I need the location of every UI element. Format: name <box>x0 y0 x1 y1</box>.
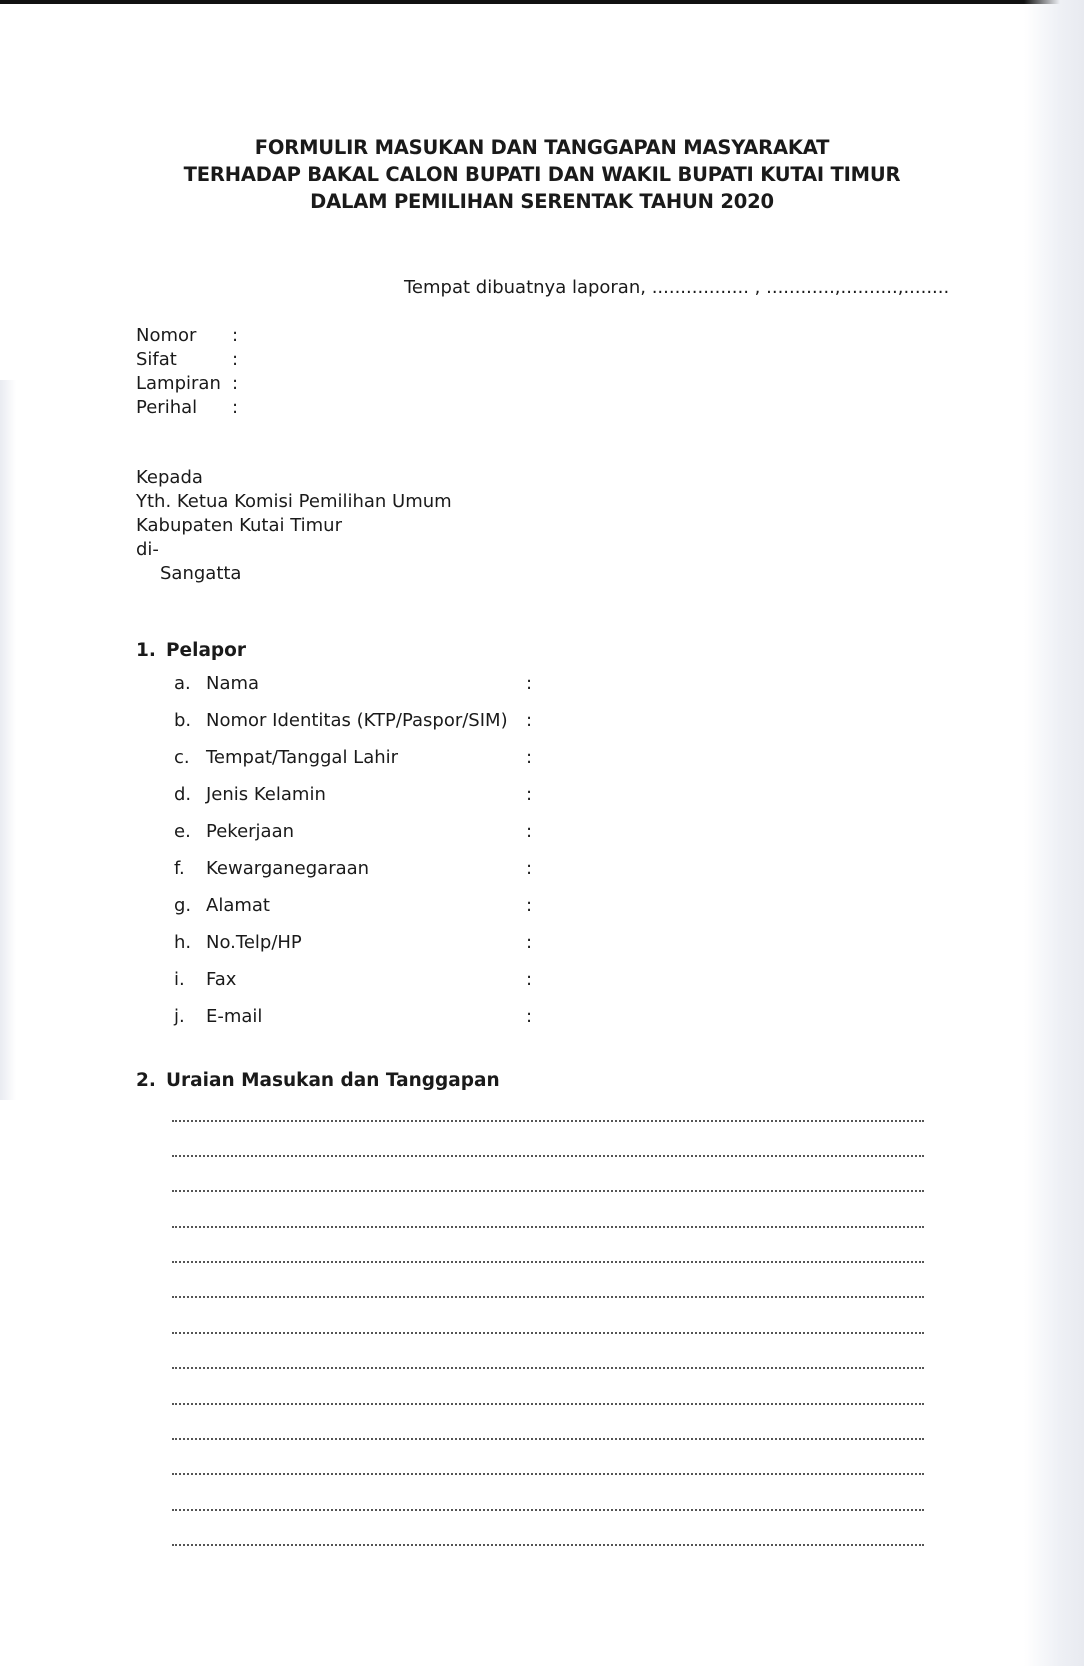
field-nomor-identitas <box>174 710 544 731</box>
field-letter: h. <box>174 932 192 953</box>
scan-left-shadow <box>0 380 16 1100</box>
field-letter: b. <box>174 710 192 731</box>
meta-row-nomor <box>136 325 238 346</box>
meta-row-perihal <box>136 397 238 418</box>
fill-in-line <box>172 1367 924 1369</box>
field-colon: : <box>526 673 533 694</box>
field-colon: : <box>526 784 533 805</box>
title-line-3: DALAM PEMILIHAN SERENTAK TAHUN 2020 <box>310 190 774 213</box>
scan-top-edge <box>0 0 1084 4</box>
meta-label: Lampiran <box>136 373 221 394</box>
field-colon: : <box>526 710 533 731</box>
fill-in-line <box>172 1473 924 1475</box>
section-number: 1. <box>136 640 156 661</box>
meta-row-lampiran <box>136 373 238 394</box>
recipient-region: Kabupaten Kutai Timur <box>136 515 342 536</box>
meta-colon: : <box>232 325 239 346</box>
recipient-city: Sangatta <box>160 563 242 584</box>
field-colon: : <box>526 821 533 842</box>
field-label: Nomor Identitas (KTP/Paspor/SIM) <box>206 710 508 731</box>
fill-in-line <box>172 1332 924 1334</box>
fill-in-line <box>172 1226 924 1228</box>
section-pelapor-heading <box>136 640 246 661</box>
section-title: Pelapor <box>166 640 247 661</box>
field-jenis-kelamin <box>174 784 544 805</box>
recipient-di: di- <box>136 539 159 560</box>
field-tempat-tanggal-lahir <box>174 747 544 768</box>
fill-in-line <box>172 1190 924 1192</box>
field-pekerjaan <box>174 821 544 842</box>
field-letter: c. <box>174 747 190 768</box>
fill-in-line <box>172 1120 924 1122</box>
meta-colon: : <box>232 349 239 370</box>
field-letter: f. <box>174 858 185 879</box>
meta-colon: : <box>232 397 239 418</box>
field-letter: e. <box>174 821 191 842</box>
recipient-kepada: Kepada <box>136 467 203 488</box>
fill-in-line <box>172 1296 924 1298</box>
field-letter: a. <box>174 673 191 694</box>
fill-in-line <box>172 1509 924 1511</box>
field-label: No.Telp/HP <box>206 932 302 953</box>
fill-in-line <box>172 1261 924 1263</box>
meta-label: Perihal <box>136 397 198 418</box>
field-fax <box>174 969 544 990</box>
field-label: Kewarganegaraan <box>206 858 370 879</box>
meta-colon: : <box>232 373 239 394</box>
scan-right-edge <box>1024 0 1084 1666</box>
meta-row-sifat <box>136 349 238 370</box>
field-label: Alamat <box>206 895 270 916</box>
field-letter: d. <box>174 784 192 805</box>
fill-in-line <box>172 1544 924 1546</box>
field-alamat <box>174 895 544 916</box>
section-title: Uraian Masukan dan Tanggapan <box>166 1070 500 1091</box>
report-place-line: Tempat dibuatnya laporan, ................. , ............,..........,........ <box>404 277 950 298</box>
meta-label: Nomor <box>136 325 197 346</box>
field-email <box>174 1006 544 1027</box>
field-colon: : <box>526 1006 533 1027</box>
recipient-name: Yth. Ketua Komisi Pemilihan Umum <box>136 491 452 512</box>
fill-in-line <box>172 1403 924 1405</box>
field-label: Tempat/Tanggal Lahir <box>206 747 399 768</box>
meta-label: Sifat <box>136 349 177 370</box>
field-label: Nama <box>206 673 260 694</box>
field-telp <box>174 932 544 953</box>
field-label: Fax <box>206 969 237 990</box>
field-colon: : <box>526 969 533 990</box>
title-line-2: TERHADAP BAKAL CALON BUPATI DAN WAKIL BUPATI KUTAI TIMUR <box>183 163 901 186</box>
field-colon: : <box>526 858 533 879</box>
field-label: E-mail <box>206 1006 263 1027</box>
field-colon: : <box>526 932 533 953</box>
fill-in-line <box>172 1438 924 1440</box>
field-label: Pekerjaan <box>206 821 295 842</box>
field-letter: i. <box>174 969 185 990</box>
fill-in-line <box>172 1155 924 1157</box>
section-uraian-heading <box>136 1070 500 1091</box>
field-label: Jenis Kelamin <box>206 784 326 805</box>
field-letter: g. <box>174 895 192 916</box>
field-letter: j. <box>174 1006 185 1027</box>
field-colon: : <box>526 747 533 768</box>
section-number: 2. <box>136 1070 156 1091</box>
field-colon: : <box>526 895 533 916</box>
title-line-1: FORMULIR MASUKAN DAN TANGGAPAN MASYARAKAT <box>254 136 830 159</box>
form-title <box>0 134 1084 215</box>
field-nama <box>174 673 544 694</box>
field-kewarganegaraan <box>174 858 544 879</box>
